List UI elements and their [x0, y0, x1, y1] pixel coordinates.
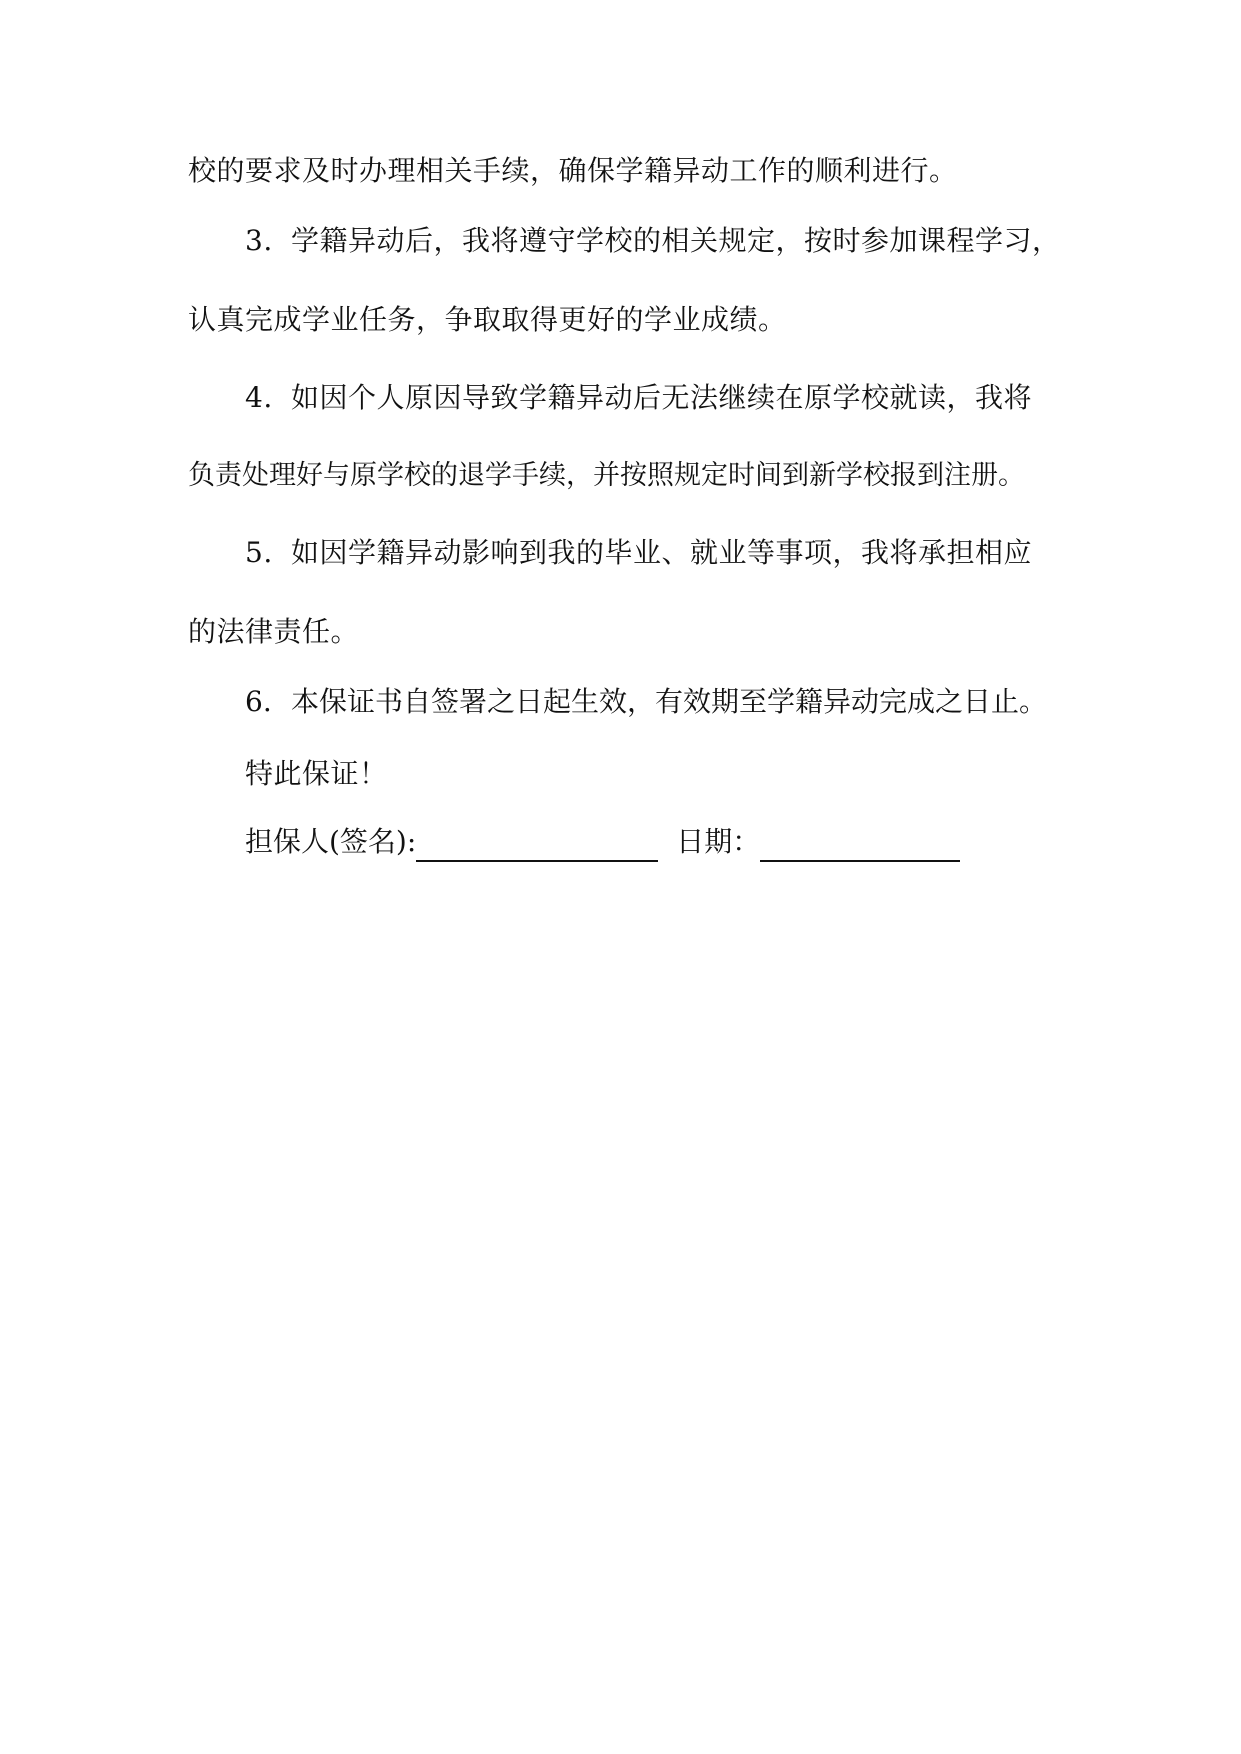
list-item — [245, 682, 1125, 722]
guarantor-label: 担保人(签名): — [245, 825, 417, 858]
item-number: 3. — [245, 224, 273, 257]
line-text: 校的要求及时办理相关手续，确保学籍异动工作的顺利进行。 — [188, 154, 958, 187]
list-item — [245, 533, 1125, 573]
closing-statement — [245, 754, 1125, 794]
line-text: 本保证书自签署之日起生效，有效期至学籍异动完成之日止。 — [291, 685, 1048, 718]
item-number: 6. — [245, 685, 272, 718]
item-number: 4. — [245, 381, 273, 414]
paragraph-line — [188, 300, 1068, 340]
date-blank[interactable] — [760, 830, 960, 862]
signature-row — [245, 822, 960, 862]
line-text: 认真完成学业任务，争取取得更好的学业成绩。 — [188, 303, 787, 336]
list-item — [245, 378, 1125, 418]
paragraph-line — [188, 456, 1068, 496]
line-text: 学籍异动后，我将遵守学校的相关规定，按时参加课程学习， — [291, 224, 1061, 257]
line-text: 的法律责任。 — [188, 615, 360, 648]
paragraph-line — [188, 151, 1068, 191]
line-text: 特此保证！ — [245, 757, 388, 790]
guarantor-signature-blank[interactable] — [416, 830, 658, 862]
line-text: 负责处理好与原学校的退学手续，并按照规定时间到新学校报到注册。 — [188, 460, 1025, 491]
line-text: 如因学籍异动影响到我的毕业、就业等事项，我将承担相应 — [291, 536, 1033, 569]
line-text: 如因个人原因导致学籍异动后无法继续在原学校就读，我将 — [291, 381, 1033, 414]
list-item — [245, 221, 1125, 261]
date-label: 日期： — [676, 825, 761, 858]
paragraph-line — [188, 612, 1068, 652]
item-number: 5. — [245, 536, 273, 569]
